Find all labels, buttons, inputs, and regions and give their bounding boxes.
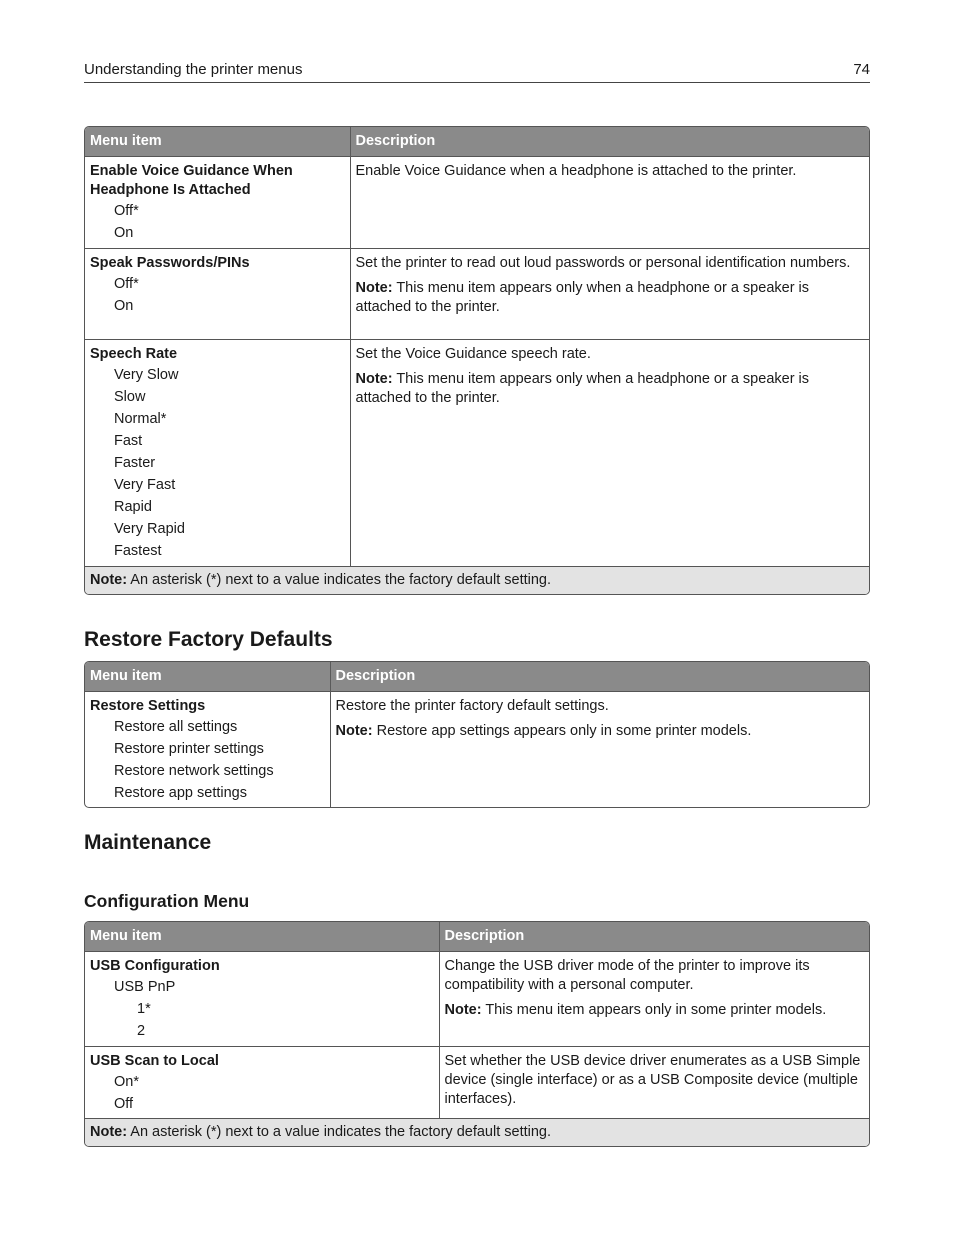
table-header-row — [85, 127, 869, 156]
voice-guidance-table — [84, 126, 870, 595]
menu-option: Off* — [114, 202, 139, 219]
menu-item-cell — [85, 156, 350, 248]
table-row — [85, 156, 869, 248]
menu-option: Normal* — [114, 410, 167, 427]
subsection-heading-configuration-menu: Configuration Menu — [84, 891, 250, 911]
menu-item-cell — [85, 248, 350, 339]
note-label: Note: — [90, 571, 128, 588]
configuration-menu-table — [84, 921, 870, 1147]
menu-item-name: USB Configuration — [90, 957, 220, 974]
section-heading-maintenance: Maintenance — [84, 831, 212, 854]
description-note — [445, 1001, 866, 1020]
menu-option: On — [114, 224, 134, 241]
table-row — [85, 248, 869, 339]
table-footer-row — [85, 1118, 869, 1146]
menu-option: Off — [114, 1095, 134, 1112]
description-note — [356, 279, 866, 317]
menu-option: Restore network settings — [114, 762, 274, 779]
page-number: 74 — [853, 61, 870, 78]
restore-factory-defaults-table — [84, 661, 870, 808]
menu-option: Rapid — [114, 498, 152, 515]
menu-item-name: Speech Rate — [90, 345, 178, 362]
menu-option: On — [114, 297, 134, 314]
page-header — [84, 60, 870, 83]
menu-item-name: Enable Voice Guidance When Headphone Is Attached — [90, 162, 293, 198]
menu-option: On* — [114, 1073, 139, 1090]
description-cell — [439, 951, 869, 1046]
description-cell — [330, 691, 869, 807]
table-row — [85, 339, 869, 566]
description-text: Set the Voice Guidance speech rate. — [355, 345, 591, 362]
description-text: Change the USB driver mode of the printer to improve its compatibility with a personal computer. — [444, 957, 810, 993]
menu-option: Off* — [114, 275, 139, 292]
menu-option: Faster — [114, 454, 156, 471]
note-label: Note: — [355, 279, 393, 296]
note-label: Note: — [335, 722, 373, 739]
menu-option: Fastest — [114, 542, 162, 559]
table-row — [85, 691, 869, 807]
menu-option: Very Rapid — [114, 520, 185, 537]
section-heading-restore-factory-defaults: Restore Factory Defaults — [84, 628, 333, 651]
menu-item-name: Speak Passwords/PINs — [90, 254, 250, 271]
note-label: Note: — [444, 1001, 482, 1018]
menu-option: Restore all settings — [114, 718, 238, 735]
description-note — [336, 722, 866, 741]
column-header-menu-item: Menu item — [85, 127, 350, 156]
menu-option: Very Fast — [114, 476, 176, 493]
column-header-menu-item: Menu item — [85, 922, 439, 951]
menu-option: Restore app settings — [114, 784, 247, 801]
note-text: An asterisk (*) next to a value indicates the factory default setting. — [127, 571, 552, 588]
table-header-row — [85, 922, 869, 951]
menu-item-cell — [85, 339, 350, 566]
note-label: Note: — [90, 1123, 128, 1140]
table-header-row — [85, 662, 869, 691]
column-header-menu-item: Menu item — [85, 662, 330, 691]
description-cell — [439, 1046, 869, 1118]
menu-item-cell — [85, 691, 330, 807]
column-header-description: Description — [439, 922, 869, 951]
note-label: Note: — [355, 370, 393, 387]
table-footnote — [85, 566, 869, 594]
description-text: Set the printer to read out loud passwords or personal identification numbers. — [355, 254, 851, 271]
menu-suboption: 1* — [137, 1000, 151, 1017]
menu-option: Restore printer settings — [114, 740, 264, 757]
table-footer-row — [85, 566, 869, 594]
description-text: Restore the printer factory default settings. — [335, 697, 609, 714]
description-text: Set whether the USB device driver enumerates as a USB Simple device (single interface) or as a USB Composite device (multiple interfaces). — [444, 1052, 861, 1107]
menu-option: Slow — [114, 388, 146, 405]
note-text: This menu item appears only when a headphone or a speaker is attached to the printer. — [355, 279, 810, 315]
column-header-description: Description — [330, 662, 869, 691]
menu-item-cell — [85, 1046, 439, 1118]
column-header-description: Description — [350, 127, 869, 156]
menu-option: Fast — [114, 432, 143, 449]
description-cell — [350, 248, 869, 339]
table-footnote — [85, 1118, 869, 1146]
note-text: This menu item appears only in some printer models. — [481, 1001, 827, 1018]
menu-item-name: USB Scan to Local — [90, 1052, 219, 1069]
table-row — [85, 951, 869, 1046]
menu-suboption: 2 — [137, 1022, 146, 1039]
note-text: This menu item appears only when a headphone or a speaker is attached to the printer. — [355, 370, 810, 406]
description-cell — [350, 339, 869, 566]
menu-option: USB PnP — [114, 978, 176, 995]
note-text: An asterisk (*) next to a value indicates the factory default setting. — [127, 1123, 552, 1140]
note-text: Restore app settings appears only in some printer models. — [372, 722, 752, 739]
menu-item-cell — [85, 951, 439, 1046]
description-text: Enable Voice Guidance when a headphone is attached to the printer. — [355, 162, 797, 179]
description-cell — [350, 156, 869, 248]
running-header-title: Understanding the printer menus — [84, 61, 303, 78]
menu-item-name: Restore Settings — [90, 697, 206, 714]
description-note — [356, 370, 866, 408]
table-row — [85, 1046, 869, 1118]
menu-option: Very Slow — [114, 366, 179, 383]
